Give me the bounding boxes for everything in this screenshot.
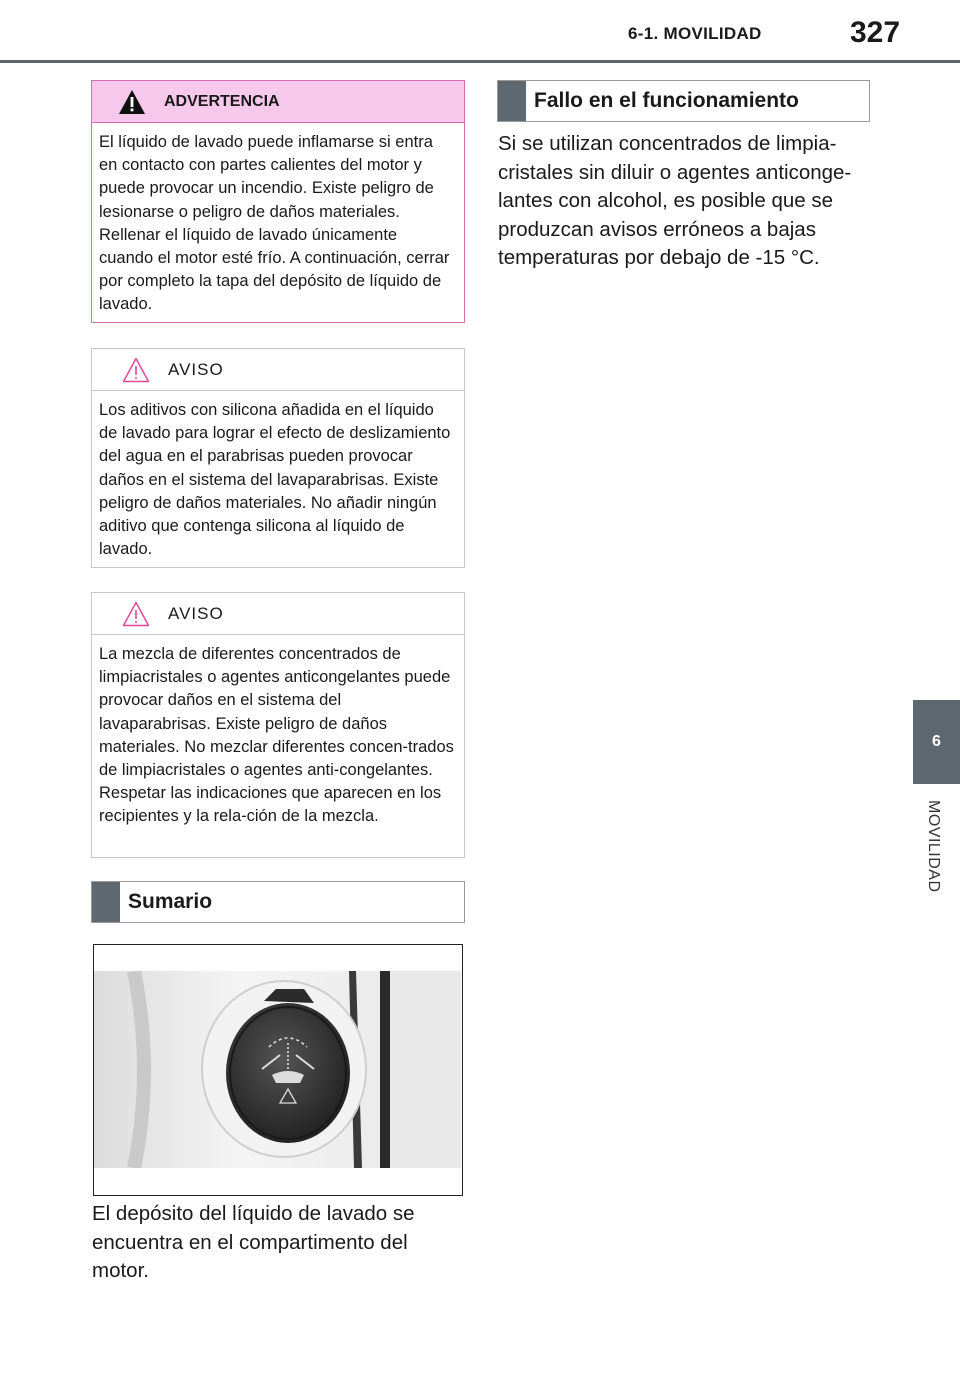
- notice-box-text: La mezcla de diferentes concentrados de limpiacristales o agentes anticongelantes puede provocar daños en el sistema del lavaparabrisas. Existe peligro de daños materiales. No mezclar diferentes concen-trados de limpiacristales o agentes anti-congelantes. Respetar las indicaciones que aparecen en los recipientes y la rela-ción de la mezcla.: [99, 645, 454, 826]
- section-header-bar: [92, 882, 120, 922]
- sumario-paragraph: El depósito del líquido de lavado se encuentra en el compartimento del motor.: [92, 1202, 415, 1282]
- warning-triangle-outline-icon: [122, 600, 150, 628]
- notice-box-header: [92, 349, 464, 391]
- washer-reservoir-figure: [93, 944, 463, 1196]
- section-header-fallo: [497, 80, 870, 122]
- header-rule: [0, 60, 960, 63]
- section-header-bar: [498, 81, 526, 121]
- section-title-fallo: Fallo en el funcionamiento: [534, 89, 799, 112]
- header-section-title: 6-1. MOVILIDAD: [628, 24, 762, 43]
- notice-box-silicone: [91, 348, 465, 568]
- chapter-label: MOVILIDAD: [925, 800, 942, 893]
- warning-box-header: [92, 81, 464, 123]
- page-number: 327: [850, 16, 901, 49]
- warning-box-text: El líquido de lavado puede inflamarse si entra en contacto con partes calientes del motor y puede provocar un incendio. Existe peligro de lesionarse o peligro de daños materiales. Rellenar el líquido de lavado únicamente cuando el motor esté frío. A continuación, cerrar por completo la tapa del depósito de líquido de lavado.: [99, 133, 450, 314]
- section-header-sumario: [91, 881, 465, 923]
- notice-box-title: AVISO: [168, 603, 224, 623]
- chapter-number: 6: [932, 733, 941, 750]
- fallo-paragraph: Si se utilizan concentrados de limpia-cristales sin diluir o agentes anticonge-lantes con alcohol, es posible que se produzcan avisos erróneos a bajas temperaturas por debajo de -15 °C.: [498, 132, 852, 269]
- warning-box: [91, 80, 465, 323]
- warning-triangle-filled-icon: [118, 88, 146, 116]
- notice-box-title: AVISO: [168, 359, 224, 379]
- notice-box-text: Los aditivos con silicona añadida en el líquido de lavado para lograr el efecto de deslizamiento del agua en el parabrisas pueden provocar daños en el sistema del lavaparabrisas. Existe peligro de daños materiales. No añadir ningún aditivo que contenga silicona al líquido de lavado.: [99, 401, 451, 559]
- warning-box-title: ADVERTENCIA: [164, 92, 280, 110]
- notice-box-header: [92, 593, 464, 635]
- section-title-sumario: Sumario: [128, 890, 213, 913]
- chapter-tab: [913, 700, 960, 784]
- notice-box-mixing: [91, 592, 465, 858]
- warning-triangle-outline-icon: [122, 356, 150, 384]
- washer-reservoir-illustration: [94, 971, 461, 1168]
